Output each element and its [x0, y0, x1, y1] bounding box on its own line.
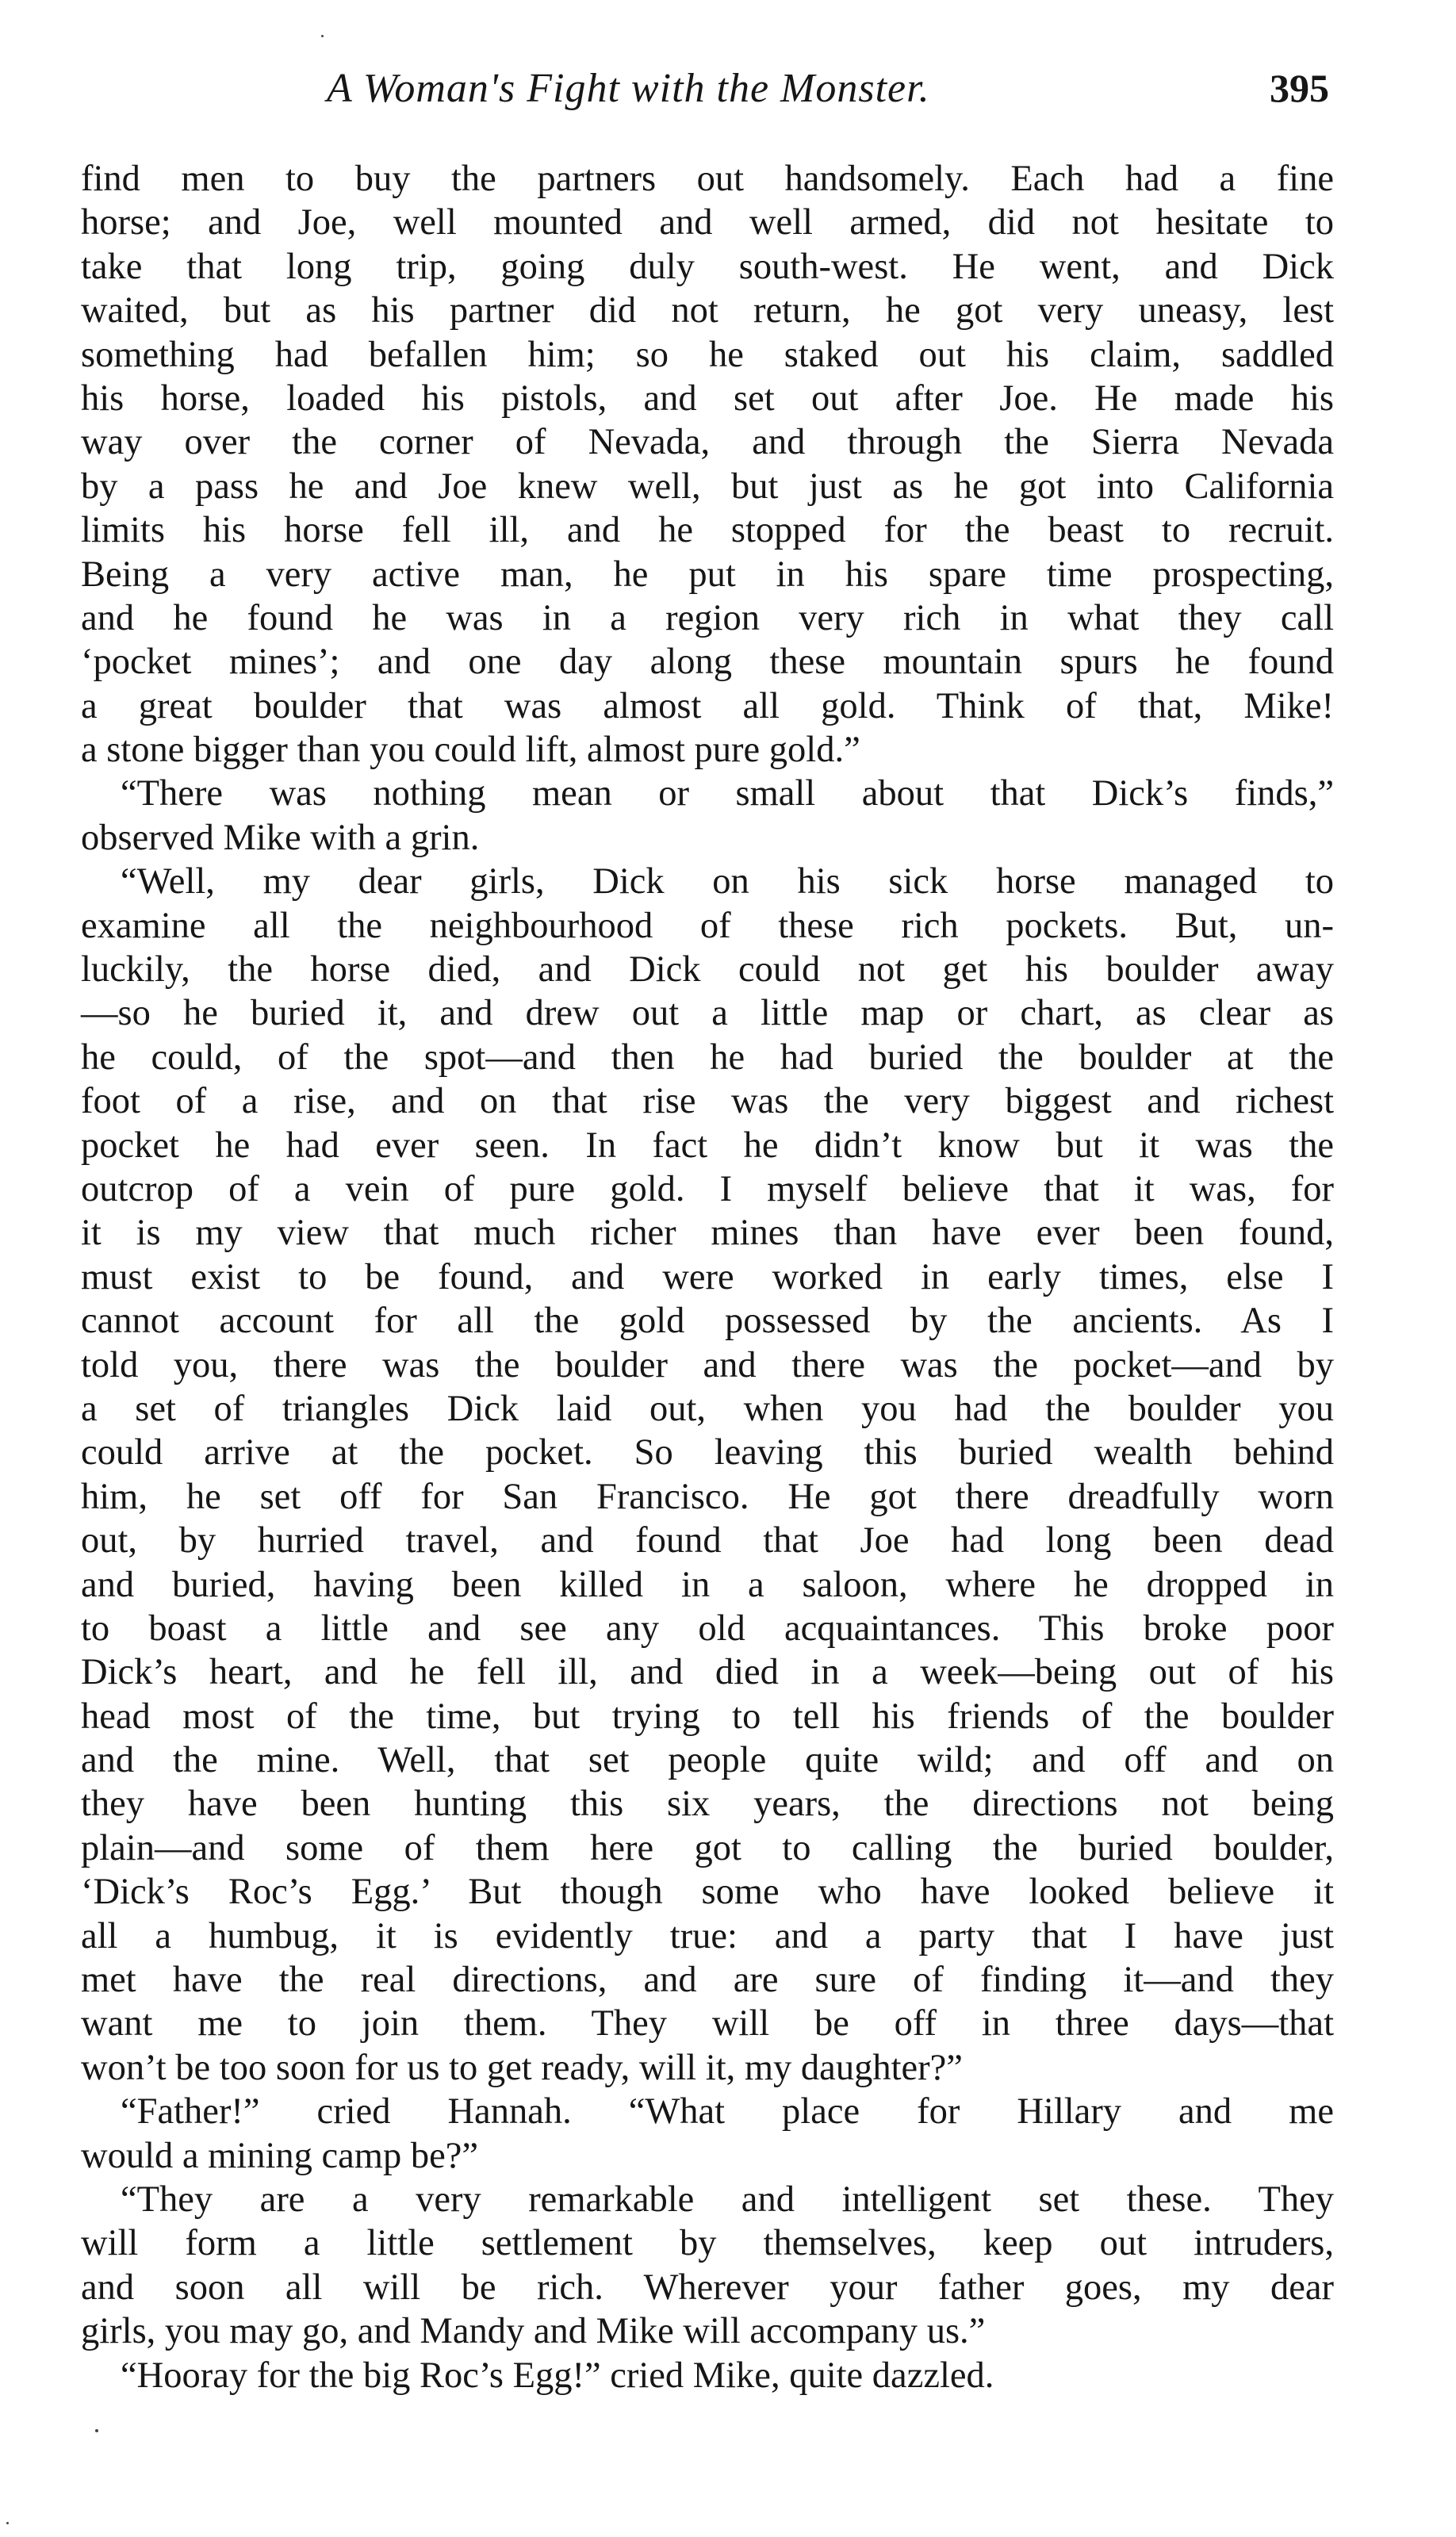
text-line: Dick’s heart, and he fell ill, and died in a week—being out of his [81, 1652, 1334, 1693]
text-line: Being a very active man, he put in his spare time prospecting, [81, 554, 1334, 595]
text-line: out, by hurried travel, and found that Joe had long been dead [81, 1520, 1334, 1562]
paragraph [81, 860, 1334, 2090]
text-line: waited, but as his partner did not return, he got very uneasy, lest [81, 290, 1334, 331]
text-line: it is my view that much richer mines than have ever been found, [81, 1213, 1334, 1254]
print-speck [95, 2429, 98, 2432]
paragraph [81, 157, 1334, 772]
text-line: “They are a very remarkable and intelligent set these. They [121, 2179, 1334, 2220]
text-line: take that long trip, going duly south-west. He went, and Dick [81, 246, 1334, 287]
print-speck [321, 35, 324, 37]
text-line: he could, of the spot—and then he had buried the boulder at the [81, 1037, 1334, 1078]
text-line: “Hooray for the big Roc’s Egg!” cried Mike, quite dazzled. [121, 2355, 994, 2396]
text-line: to boast a little and see any old acquaintances. This broke poor [81, 1608, 1334, 1649]
text-line: must exist to be found, and were worked in early times, else I [81, 1256, 1334, 1297]
text-line: observed Mike with a grin. [81, 817, 480, 858]
text-line: his horse, loaded his pistols, and set out after Joe. He made his [81, 377, 1334, 419]
text-line: and soon all will be rich. Wherever your father goes, my dear [81, 2267, 1334, 2308]
body-text [81, 157, 1334, 2397]
text-line: will form a little settlement by themselves, keep out intruders, [81, 2223, 1334, 2264]
text-line: cannot account for all the gold possessed by the ancients. As I [81, 1301, 1334, 1342]
running-title: A Woman's Fight with the Monster. [327, 66, 930, 111]
text-line: told you, there was the boulder and there was the pocket—and by [81, 1344, 1334, 1385]
paragraph [81, 2090, 1334, 2178]
text-line: a set of triangles Dick laid out, when you had the boulder you [81, 1388, 1334, 1429]
text-line: him, he set off for San Francisco. He got there dreadfully worn [81, 1476, 1334, 1517]
text-line: a stone bigger than you could lift, almost pure gold.” [81, 730, 860, 771]
text-line: ‘pocket mines’; and one day along these mountain spurs he found [81, 642, 1334, 683]
text-line: head most of the time, but trying to tell his friends of the boulder [81, 1696, 1334, 1737]
text-line: they have been hunting this six years, the directions not being [81, 1784, 1334, 1825]
text-line: horse; and Joe, well mounted and well armed, did not hesitate to [81, 202, 1334, 243]
print-speck [6, 2522, 9, 2524]
text-line: could arrive at the pocket. So leaving this buried wealth behind [81, 1432, 1334, 1474]
text-line: limits his horse fell ill, and he stopped for the beast to recruit. [81, 510, 1334, 551]
text-line: all a humbug, it is evidently true: and a party that I have just [81, 1915, 1334, 1956]
page-number: 395 [1270, 66, 1329, 110]
text-line: “Well, my dear girls, Dick on his sick horse managed to [121, 861, 1334, 903]
text-line: luckily, the horse died, and Dick could not get his boulder away [81, 949, 1334, 991]
text-line: pocket he had ever seen. In fact he didn’t know but it was the [81, 1125, 1334, 1166]
text-line: “Father!” cried Hannah. “What place for Hillary and me [121, 2091, 1334, 2133]
text-line: “There was nothing mean or small about that Dick’s finds,” [121, 773, 1334, 814]
paragraph [81, 2178, 1334, 2354]
running-head [81, 65, 1329, 121]
text-line: a great boulder that was almost all gold. Think of that, Mike! [81, 685, 1334, 726]
text-line: plain—and some of them here got to calling the buried boulder, [81, 1827, 1334, 1868]
text-line: won’t be too soon for us to get ready, will it, my daughter?” [81, 2047, 963, 2088]
text-line: outcrop of a vein of pure gold. I myself believe that it was, for [81, 1168, 1334, 1209]
text-line: ‘Dick’s Roc’s Egg.’ But though some who have looked believe it [81, 1872, 1334, 1913]
text-line: girls, you may go, and Mandy and Mike will accompany us.” [81, 2311, 986, 2352]
text-line: find men to buy the partners out handsomely. Each had a fine [81, 159, 1334, 199]
text-line: and buried, having been killed in a saloon, where he dropped in [81, 1564, 1334, 1605]
text-line: examine all the neighbourhood of these rich pockets. But, un- [81, 905, 1334, 946]
text-line: would a mining camp be?” [81, 2135, 479, 2176]
paragraph [81, 2354, 1334, 2397]
text-line: —so he buried it, and drew out a little map or chart, as clear as [81, 993, 1334, 1034]
text-line: by a pass he and Joe knew well, but just as he got into California [81, 466, 1334, 507]
paragraph [81, 772, 1334, 860]
text-line: and he found he was in a region very rich in what they call [81, 597, 1334, 638]
text-line: foot of a rise, and on that rise was the very biggest and richest [81, 1081, 1334, 1122]
text-line: and the mine. Well, that set people quite wild; and off and on [81, 1740, 1334, 1781]
text-line: something had befallen him; so he staked out his claim, saddled [81, 334, 1334, 375]
text-line: way over the corner of Nevada, and through the Sierra Nevada [81, 422, 1334, 463]
text-line: met have the real directions, and are sure of finding it—and they [81, 1960, 1334, 2001]
text-line: want me to join them. They will be off in three days—that [81, 2003, 1334, 2045]
